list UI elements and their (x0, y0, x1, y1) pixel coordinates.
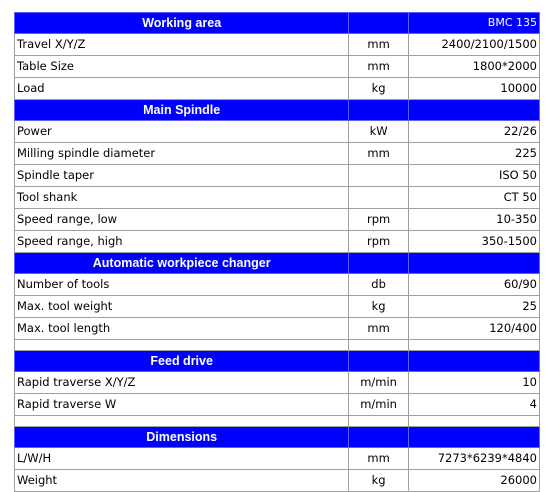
table-row (15, 274, 540, 296)
section-header-value (408, 427, 539, 448)
spacer-cell (408, 416, 539, 427)
spec-name: L/W/H (15, 448, 349, 470)
table-row (15, 318, 540, 340)
section-header-unit-cell (349, 253, 408, 274)
spec-unit: mm (349, 143, 408, 165)
spec-value: 2400/2100/1500 (408, 34, 539, 56)
spacer-cell (15, 416, 349, 427)
spec-name: Load (15, 78, 349, 100)
table-row (15, 143, 540, 165)
section-header (15, 13, 540, 34)
section-header-value: BMC 135 (408, 13, 539, 34)
spec-name: Speed range, low (15, 209, 349, 231)
spec-value: 4 (408, 394, 539, 416)
section-header-value (408, 351, 539, 372)
spec-table (14, 12, 540, 492)
table-row (15, 56, 540, 78)
spacer-cell (349, 340, 408, 351)
spec-unit (349, 165, 408, 187)
spec-unit: mm (349, 448, 408, 470)
spec-unit: m/min (349, 394, 408, 416)
spec-unit: mm (349, 318, 408, 340)
spec-name: Speed range, high (15, 231, 349, 253)
spec-name: Number of tools (15, 274, 349, 296)
table-row (15, 470, 540, 492)
spec-unit: mm (349, 34, 408, 56)
spec-name: Power (15, 121, 349, 143)
spec-name: Table Size (15, 56, 349, 78)
spec-unit: rpm (349, 209, 408, 231)
spec-name: Milling spindle diameter (15, 143, 349, 165)
spec-value: 10000 (408, 78, 539, 100)
spec-unit: kg (349, 78, 408, 100)
spec-value: 10 (408, 372, 539, 394)
section-title: Automatic workpiece changer (15, 253, 349, 274)
spec-value: 25 (408, 296, 539, 318)
table-row (15, 448, 540, 470)
spec-value: ISO 50 (408, 165, 539, 187)
section-header-unit-cell (349, 100, 408, 121)
section-header (15, 351, 540, 372)
section-header (15, 100, 540, 121)
spacer-cell (15, 340, 349, 351)
section-header (15, 427, 540, 448)
table-row (15, 165, 540, 187)
spec-unit: m/min (349, 372, 408, 394)
spec-name: Travel X/Y/Z (15, 34, 349, 56)
section-header-value (408, 100, 539, 121)
spec-value: 350-1500 (408, 231, 539, 253)
table-row (15, 121, 540, 143)
spec-value: 26000 (408, 470, 539, 492)
spacer-cell (408, 340, 539, 351)
section-title: Working area (15, 13, 349, 34)
spec-unit (349, 187, 408, 209)
spec-value: 22/26 (408, 121, 539, 143)
spec-unit: kg (349, 470, 408, 492)
table-row (15, 296, 540, 318)
spacer-row (15, 340, 540, 351)
table-row (15, 34, 540, 56)
table-row (15, 372, 540, 394)
spacer-row (15, 416, 540, 427)
table-row (15, 187, 540, 209)
spec-name: Rapid traverse W (15, 394, 349, 416)
spec-unit: kW (349, 121, 408, 143)
spec-value: 120/400 (408, 318, 539, 340)
spec-value: CT 50 (408, 187, 539, 209)
spec-unit: rpm (349, 231, 408, 253)
section-header-value (408, 253, 539, 274)
spec-name: Max. tool weight (15, 296, 349, 318)
spec-name: Max. tool length (15, 318, 349, 340)
spec-value: 10-350 (408, 209, 539, 231)
spec-value: 225 (408, 143, 539, 165)
section-header (15, 253, 540, 274)
section-header-unit-cell (349, 351, 408, 372)
spec-value: 7273*6239*4840 (408, 448, 539, 470)
section-title: Dimensions (15, 427, 349, 448)
section-title: Main Spindle (15, 100, 349, 121)
spec-value: 1800*2000 (408, 56, 539, 78)
spec-name: Weight (15, 470, 349, 492)
section-header-unit-cell (349, 13, 408, 34)
section-header-unit-cell (349, 427, 408, 448)
spec-unit: mm (349, 56, 408, 78)
table-row (15, 78, 540, 100)
spec-name: Rapid traverse X/Y/Z (15, 372, 349, 394)
spec-table-body (15, 13, 540, 492)
spec-unit: kg (349, 296, 408, 318)
table-row (15, 394, 540, 416)
section-title: Feed drive (15, 351, 349, 372)
spec-unit: db (349, 274, 408, 296)
spec-name: Spindle taper (15, 165, 349, 187)
table-row (15, 209, 540, 231)
table-row (15, 231, 540, 253)
spacer-cell (349, 416, 408, 427)
spec-name: Tool shank (15, 187, 349, 209)
spec-value: 60/90 (408, 274, 539, 296)
